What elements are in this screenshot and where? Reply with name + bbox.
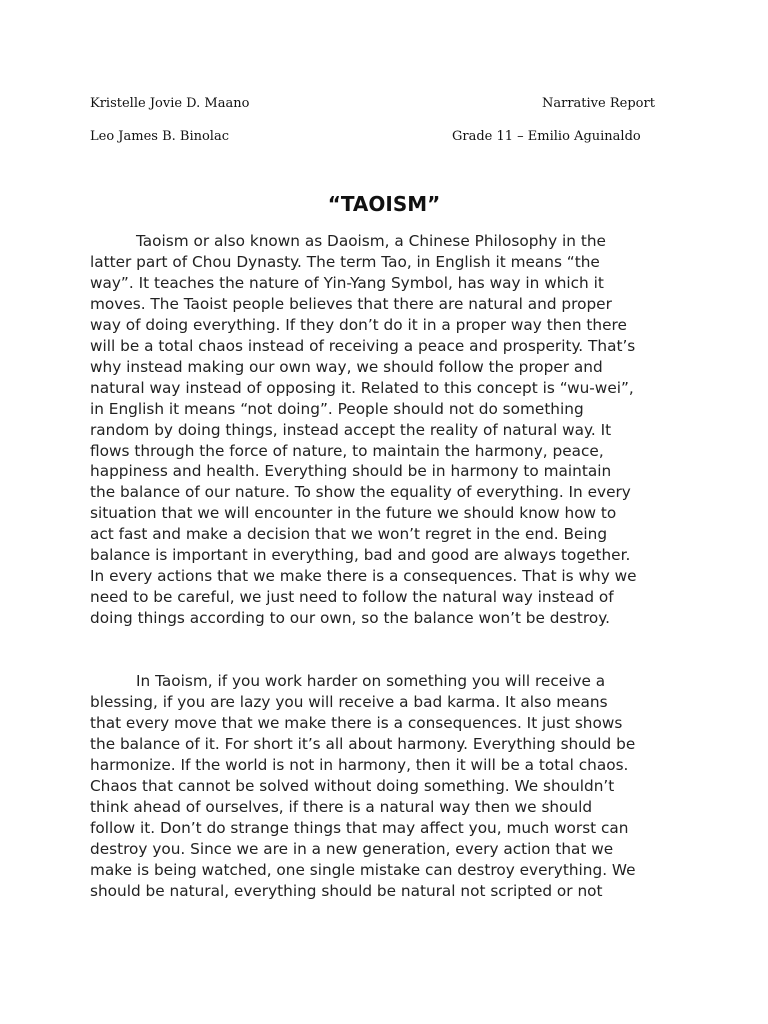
- paragraph-line: Taoism or also known as Daoism, a Chinese Philosophy in the: [136, 232, 606, 250]
- paragraph-line: situation that we will encounter in the future we should know how to: [90, 504, 617, 523]
- paragraph-line: act fast and make a decision that we won’t regret in the end. Being: [90, 525, 608, 544]
- paragraph-line: moves. The Taoist people believes that there are natural and proper: [90, 294, 612, 313]
- author-name-2: Leo James B. Binolac: [90, 129, 229, 144]
- paragraph-line: make is being watched, one single mistake can destroy everything. We: [90, 860, 636, 879]
- paragraph-line: flows through the force of nature, to maintain the harmony, peace,: [90, 441, 604, 460]
- paragraph-line: think ahead of ourselves, if there is a natural way then we should: [90, 797, 593, 816]
- paragraph-line: latter part of Chou Dynasty. The term Tao, in English it means “the: [90, 252, 600, 271]
- paragraph-line: way of doing everything. If they don’t do it in a proper way then there: [90, 315, 627, 334]
- paragraph-line: why instead making our own way, we should follow the proper and: [90, 357, 603, 376]
- paragraph-2: [90, 671, 654, 901]
- paragraph-line: balance is important in everything, bad and good are always together.: [90, 546, 631, 565]
- paragraph-line: natural way instead of opposing it. Related to this concept is “wu-wei”,: [90, 378, 634, 397]
- paragraph-line: way”. It teaches the nature of Yin-Yang Symbol, has way in which it: [90, 273, 604, 292]
- grade-section: Grade 11 – Emilio Aguinaldo: [452, 129, 641, 144]
- paragraph-1: [90, 231, 654, 629]
- document-title: “TAOISM”: [327, 192, 441, 216]
- header-row-1: [90, 94, 654, 114]
- paragraph-line: harmonize. If the world is not in harmony, then it will be a total chaos.: [90, 755, 629, 774]
- author-name-1: Kristelle Jovie D. Maano: [90, 96, 250, 111]
- paragraph-line: follow it. Don’t do strange things that may affect you, much worst can: [90, 818, 629, 837]
- paragraph-line: the balance of our nature. To show the equality of everything. In every: [90, 483, 631, 502]
- paragraph-line: destroy you. Since we are in a new generation, every action that we: [90, 839, 614, 858]
- paragraph-line: random by doing things, instead accept the reality of natural way. It: [90, 420, 612, 439]
- paragraph-line: will be a total chaos instead of receiving a peace and prosperity. That’s: [90, 336, 636, 355]
- paragraph-line: In every actions that we make there is a consequences. That is why we: [90, 567, 637, 586]
- paragraph-line: Chaos that cannot be solved without doing something. We shouldn’t: [90, 776, 615, 795]
- paragraph-line: blessing, if you are lazy you will receive a bad karma. It also means: [90, 692, 608, 711]
- report-type: Narrative Report: [542, 96, 655, 111]
- paragraph-line: In Taoism, if you work harder on something you will receive a: [136, 672, 606, 690]
- paragraph-line: the balance of it. For short it’s all about harmony. Everything should be: [90, 734, 636, 753]
- paragraph-line: should be natural, everything should be natural not scripted or not: [90, 881, 603, 900]
- paragraph-line: in English it means “not doing”. People should not do something: [90, 399, 584, 418]
- paragraph-line: that every move that we make there is a consequences. It just shows: [90, 713, 623, 732]
- header-row-2: [90, 127, 654, 147]
- paragraph-line: happiness and health. Everything should be in harmony to maintain: [90, 462, 612, 481]
- paragraph-line: doing things according to our own, so the balance won’t be destroy.: [90, 609, 610, 628]
- paragraph-line: need to be careful, we just need to follow the natural way instead of: [90, 588, 614, 607]
